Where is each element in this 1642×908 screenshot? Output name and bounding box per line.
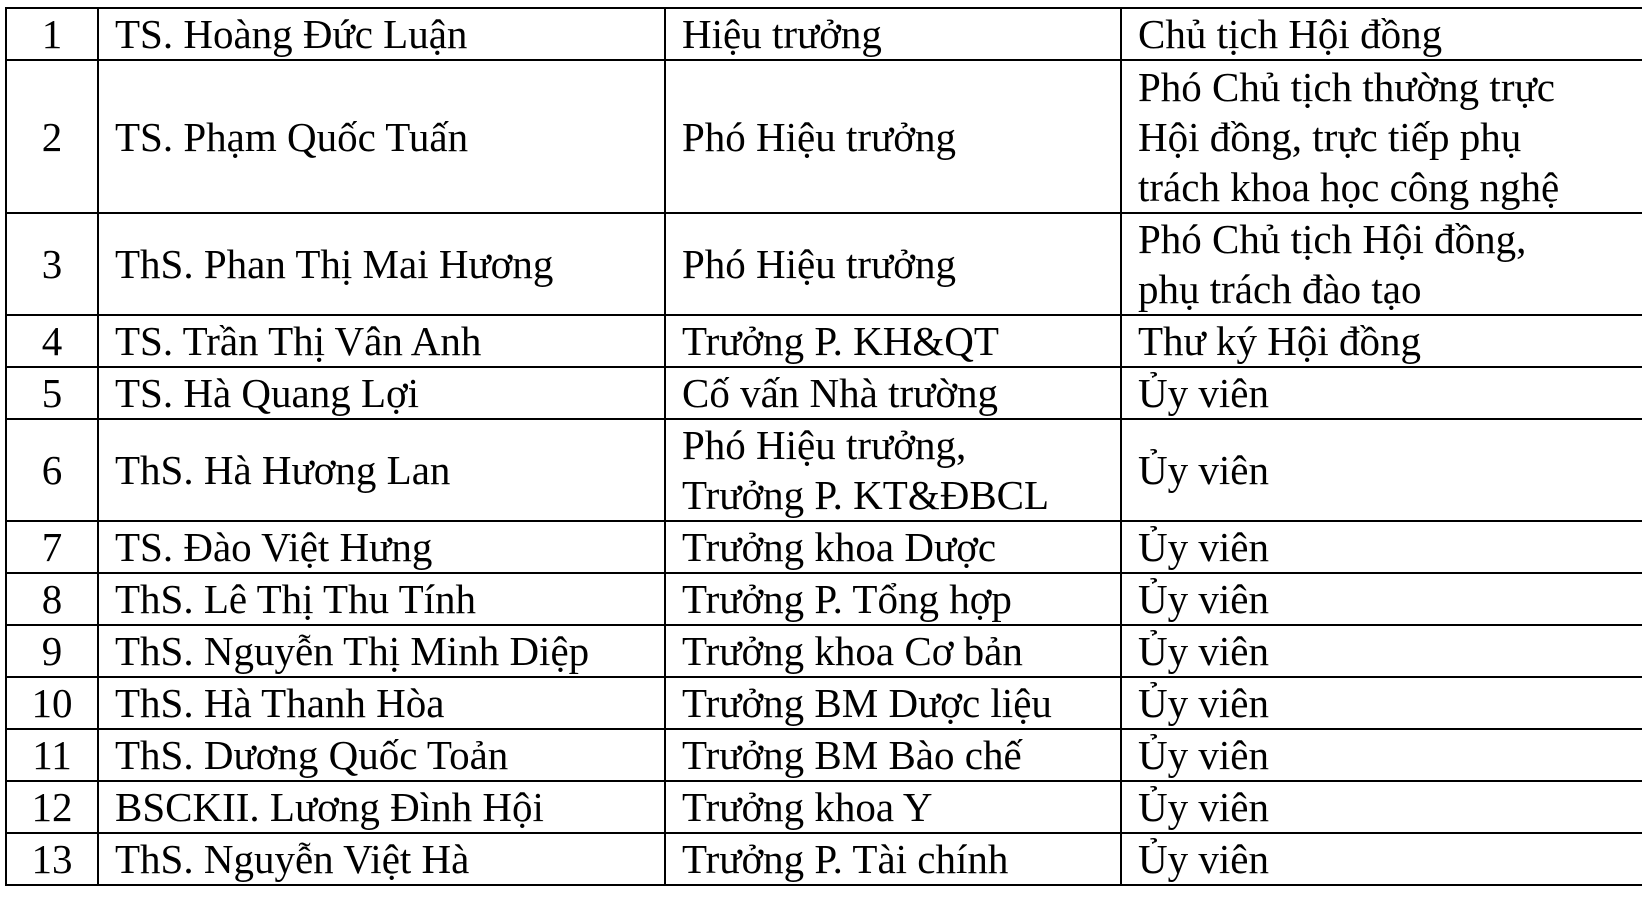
table-body bbox=[6, 8, 1642, 885]
member-name-cell: TS. Phạm Quốc Tuấn bbox=[98, 60, 665, 213]
table-row bbox=[6, 419, 1642, 521]
table-row bbox=[6, 729, 1642, 781]
council-role-cell: Ủy viên bbox=[1121, 367, 1642, 419]
council-role-cell: Chủ tịch Hội đồng bbox=[1121, 8, 1642, 60]
table-row bbox=[6, 60, 1642, 213]
member-position-cell: Hiệu trưởng bbox=[665, 8, 1121, 60]
member-position-cell: Trưởng khoa Cơ bản bbox=[665, 625, 1121, 677]
member-position-cell: Trưởng P. Tài chính bbox=[665, 833, 1121, 885]
member-position-cell: Trưởng khoa Dược bbox=[665, 521, 1121, 573]
member-name-cell: ThS. Hà Thanh Hòa bbox=[98, 677, 665, 729]
member-name-cell: ThS. Nguyễn Thị Minh Diệp bbox=[98, 625, 665, 677]
row-number-cell: 10 bbox=[6, 677, 98, 729]
row-number-cell: 7 bbox=[6, 521, 98, 573]
member-name-cell: ThS. Hà Hương Lan bbox=[98, 419, 665, 521]
member-name-cell: TS. Đào Việt Hưng bbox=[98, 521, 665, 573]
council-role-cell: Ủy viên bbox=[1121, 729, 1642, 781]
member-position-cell: Trưởng P. KH&QT bbox=[665, 315, 1121, 367]
member-name-cell: ThS. Phan Thị Mai Hương bbox=[98, 213, 665, 315]
council-role-cell: Thư ký Hội đồng bbox=[1121, 315, 1642, 367]
table-row bbox=[6, 573, 1642, 625]
council-role-cell: Ủy viên bbox=[1121, 677, 1642, 729]
member-position-cell: Phó Hiệu trưởng bbox=[665, 60, 1121, 213]
member-name-cell: ThS. Nguyễn Việt Hà bbox=[98, 833, 665, 885]
table-row bbox=[6, 521, 1642, 573]
row-number-cell: 13 bbox=[6, 833, 98, 885]
table-row bbox=[6, 367, 1642, 419]
member-position-cell: Trưởng khoa Y bbox=[665, 781, 1121, 833]
council-role-cell: Phó Chủ tịch thường trực Hội đồng, trực tiếp phụ trách khoa học công nghệ bbox=[1121, 60, 1642, 213]
row-number-cell: 2 bbox=[6, 60, 98, 213]
table-row bbox=[6, 315, 1642, 367]
member-position-cell: Phó Hiệu trưởng bbox=[665, 213, 1121, 315]
council-role-cell: Ủy viên bbox=[1121, 833, 1642, 885]
council-role-cell: Ủy viên bbox=[1121, 521, 1642, 573]
member-position-cell: Trưởng P. Tổng hợp bbox=[665, 573, 1121, 625]
row-number-cell: 12 bbox=[6, 781, 98, 833]
member-name-cell: TS. Hà Quang Lợi bbox=[98, 367, 665, 419]
council-role-cell: Phó Chủ tịch Hội đồng, phụ trách đào tạo bbox=[1121, 213, 1642, 315]
council-role-cell: Ủy viên bbox=[1121, 781, 1642, 833]
row-number-cell: 9 bbox=[6, 625, 98, 677]
council-members-table bbox=[5, 7, 1642, 886]
council-role-cell: Ủy viên bbox=[1121, 573, 1642, 625]
member-position-cell: Cố vấn Nhà trường bbox=[665, 367, 1121, 419]
member-position-cell: Trưởng BM Dược liệu bbox=[665, 677, 1121, 729]
member-name-cell: TS. Trần Thị Vân Anh bbox=[98, 315, 665, 367]
table-row bbox=[6, 833, 1642, 885]
table-row bbox=[6, 677, 1642, 729]
table-row bbox=[6, 625, 1642, 677]
table-row bbox=[6, 213, 1642, 315]
member-position-cell: Trưởng BM Bào chế bbox=[665, 729, 1121, 781]
member-name-cell: TS. Hoàng Đức Luận bbox=[98, 8, 665, 60]
member-name-cell: ThS. Dương Quốc Toản bbox=[98, 729, 665, 781]
member-name-cell: BSCKII. Lương Đình Hội bbox=[98, 781, 665, 833]
member-position-cell: Phó Hiệu trưởng, Trưởng P. KT&ĐBCL bbox=[665, 419, 1121, 521]
table-row bbox=[6, 781, 1642, 833]
row-number-cell: 5 bbox=[6, 367, 98, 419]
council-role-cell: Ủy viên bbox=[1121, 419, 1642, 521]
row-number-cell: 1 bbox=[6, 8, 98, 60]
council-role-cell: Ủy viên bbox=[1121, 625, 1642, 677]
row-number-cell: 6 bbox=[6, 419, 98, 521]
member-name-cell: ThS. Lê Thị Thu Tính bbox=[98, 573, 665, 625]
row-number-cell: 3 bbox=[6, 213, 98, 315]
table-row bbox=[6, 8, 1642, 60]
row-number-cell: 4 bbox=[6, 315, 98, 367]
row-number-cell: 11 bbox=[6, 729, 98, 781]
row-number-cell: 8 bbox=[6, 573, 98, 625]
